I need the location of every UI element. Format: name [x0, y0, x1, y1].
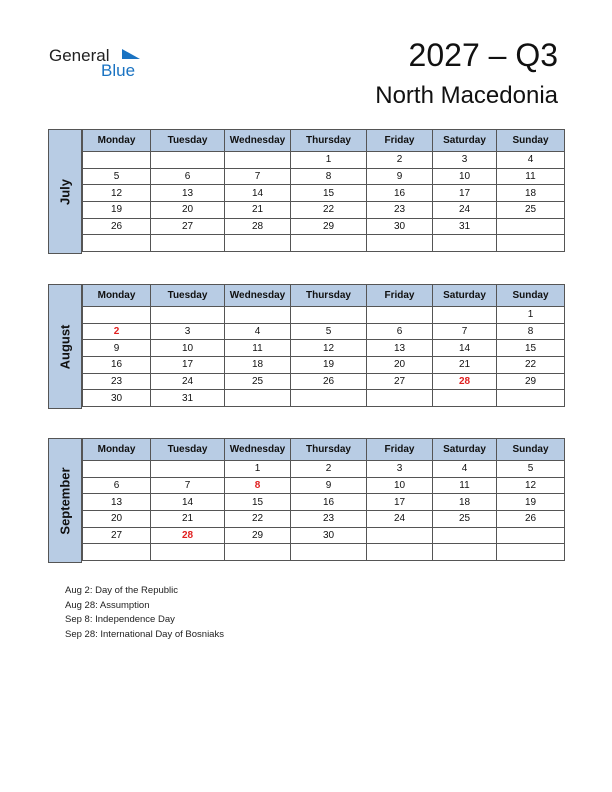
week-row: [83, 494, 565, 511]
day-cell: 19: [291, 357, 367, 374]
day-cell: [83, 461, 151, 478]
day-cell: [433, 544, 497, 561]
day-cell: 5: [497, 461, 565, 478]
day-cell: [83, 544, 151, 561]
day-cell: 28: [433, 373, 497, 390]
day-cell: 2: [83, 323, 151, 340]
day-cell: 4: [497, 152, 565, 169]
day-cell: 1: [291, 152, 367, 169]
day-cell: 16: [367, 185, 433, 202]
logo-word-general: General: [49, 46, 110, 65]
month-table: [82, 129, 565, 252]
day-cell: [497, 390, 565, 407]
day-cell: [291, 235, 367, 252]
day-cell: 20: [151, 202, 225, 219]
day-cell: 27: [83, 527, 151, 544]
weekday-header: Saturday: [433, 285, 497, 307]
day-cell: 31: [151, 390, 225, 407]
month-table: [82, 438, 565, 561]
day-cell: 15: [225, 494, 291, 511]
day-cell: 24: [367, 511, 433, 528]
day-cell: 25: [497, 202, 565, 219]
holiday-note: Aug 28: Assumption: [65, 599, 150, 611]
month-name: August: [57, 324, 73, 369]
holiday-note: Aug 2: Day of the Republic: [65, 585, 179, 596]
weekday-header: Monday: [83, 130, 151, 152]
day-cell: 17: [367, 494, 433, 511]
day-cell: [151, 307, 225, 324]
day-cell: 13: [83, 494, 151, 511]
day-cell: 4: [433, 461, 497, 478]
day-cell: [83, 307, 151, 324]
week-row: [83, 373, 565, 390]
weekday-header: Wednesday: [225, 130, 291, 152]
day-cell: 27: [151, 218, 225, 235]
weekday-header: Friday: [367, 285, 433, 307]
day-cell: 30: [83, 390, 151, 407]
day-cell: [367, 307, 433, 324]
day-cell: 23: [291, 511, 367, 528]
day-cell: 18: [225, 357, 291, 374]
day-cell: [433, 235, 497, 252]
day-cell: 30: [291, 527, 367, 544]
day-cell: [291, 307, 367, 324]
generalblue-logo: [49, 44, 149, 84]
day-cell: [83, 152, 151, 169]
day-cell: [497, 544, 565, 561]
day-cell: 17: [433, 185, 497, 202]
week-row: [83, 168, 565, 185]
day-cell: 10: [433, 168, 497, 185]
week-row: [83, 477, 565, 494]
day-cell: 23: [83, 373, 151, 390]
day-cell: 19: [497, 494, 565, 511]
week-row: [83, 511, 565, 528]
logo-flag-icon: [122, 49, 140, 59]
day-cell: 9: [291, 477, 367, 494]
weekday-header: Tuesday: [151, 285, 225, 307]
day-cell: 17: [151, 357, 225, 374]
month-block: [48, 438, 564, 564]
weekday-header: Tuesday: [151, 130, 225, 152]
day-cell: [151, 152, 225, 169]
day-cell: 25: [225, 373, 291, 390]
day-cell: 8: [225, 477, 291, 494]
day-cell: 20: [83, 511, 151, 528]
day-cell: 13: [151, 185, 225, 202]
day-cell: [367, 235, 433, 252]
holiday-notes: [65, 584, 224, 642]
day-cell: 21: [225, 202, 291, 219]
day-cell: 6: [367, 323, 433, 340]
day-cell: [497, 527, 565, 544]
day-cell: [497, 218, 565, 235]
day-cell: 29: [225, 527, 291, 544]
day-cell: [367, 390, 433, 407]
day-cell: 1: [225, 461, 291, 478]
weekday-header: Sunday: [497, 130, 565, 152]
day-cell: 2: [367, 152, 433, 169]
day-cell: 3: [433, 152, 497, 169]
weekday-header: Sunday: [497, 439, 565, 461]
month-block: [48, 129, 564, 255]
day-cell: 6: [151, 168, 225, 185]
week-row: [83, 235, 565, 252]
weekday-header: Saturday: [433, 439, 497, 461]
week-row: [83, 357, 565, 374]
day-cell: [225, 152, 291, 169]
week-row: [83, 218, 565, 235]
day-cell: 2: [291, 461, 367, 478]
day-cell: 5: [291, 323, 367, 340]
holiday-note: Sep 28: International Day of Bosniaks: [65, 628, 224, 640]
day-cell: [367, 544, 433, 561]
day-cell: [291, 390, 367, 407]
day-cell: 26: [291, 373, 367, 390]
day-cell: [83, 235, 151, 252]
day-cell: [225, 390, 291, 407]
weekday-header: Thursday: [291, 439, 367, 461]
day-cell: 11: [433, 477, 497, 494]
weekday-header: Monday: [83, 439, 151, 461]
day-cell: 24: [151, 373, 225, 390]
day-cell: 29: [497, 373, 565, 390]
day-cell: 9: [367, 168, 433, 185]
day-cell: 28: [151, 527, 225, 544]
day-cell: 28: [225, 218, 291, 235]
day-cell: 3: [367, 461, 433, 478]
country-name: North Macedonia: [375, 82, 558, 109]
holiday-note: Sep 8: Independence Day: [65, 614, 175, 625]
day-cell: 24: [433, 202, 497, 219]
day-cell: 6: [83, 477, 151, 494]
day-cell: 7: [433, 323, 497, 340]
week-row: [83, 527, 565, 544]
weekday-header: Saturday: [433, 130, 497, 152]
week-row: [83, 544, 565, 561]
day-cell: [151, 461, 225, 478]
day-cell: 9: [83, 340, 151, 357]
day-cell: 8: [291, 168, 367, 185]
day-cell: 10: [367, 477, 433, 494]
day-cell: [367, 527, 433, 544]
day-cell: 15: [497, 340, 565, 357]
logo-word-blue: Blue: [101, 61, 136, 80]
day-cell: 25: [433, 511, 497, 528]
day-cell: 13: [367, 340, 433, 357]
weekday-header: Friday: [367, 130, 433, 152]
day-cell: [433, 390, 497, 407]
day-cell: [151, 235, 225, 252]
day-cell: 31: [433, 218, 497, 235]
week-row: [83, 390, 565, 407]
day-cell: 16: [291, 494, 367, 511]
weekday-header: Wednesday: [225, 285, 291, 307]
month-label-bar: [48, 438, 82, 563]
day-cell: 27: [367, 373, 433, 390]
week-row: [83, 152, 565, 169]
day-cell: 3: [151, 323, 225, 340]
day-cell: 20: [367, 357, 433, 374]
day-cell: 22: [291, 202, 367, 219]
day-cell: 12: [497, 477, 565, 494]
day-cell: 4: [225, 323, 291, 340]
month-table: [82, 284, 565, 407]
day-cell: [291, 544, 367, 561]
day-cell: [225, 235, 291, 252]
weekday-header: Thursday: [291, 130, 367, 152]
day-cell: 12: [83, 185, 151, 202]
day-cell: 19: [83, 202, 151, 219]
day-cell: 21: [151, 511, 225, 528]
day-cell: 30: [367, 218, 433, 235]
day-cell: 21: [433, 357, 497, 374]
page-title: 2027 – Q3: [408, 37, 558, 73]
weekday-header: Sunday: [497, 285, 565, 307]
month-name: July: [57, 178, 73, 205]
day-cell: 14: [151, 494, 225, 511]
day-cell: 16: [83, 357, 151, 374]
week-row: [83, 323, 565, 340]
day-cell: 15: [291, 185, 367, 202]
day-cell: 26: [83, 218, 151, 235]
day-cell: [497, 235, 565, 252]
weekday-header: Thursday: [291, 285, 367, 307]
week-row: [83, 340, 565, 357]
day-cell: 29: [291, 218, 367, 235]
month-block: [48, 284, 564, 410]
day-cell: 1: [497, 307, 565, 324]
day-cell: 18: [497, 185, 565, 202]
day-cell: 11: [497, 168, 565, 185]
day-cell: 5: [83, 168, 151, 185]
week-row: [83, 185, 565, 202]
day-cell: 22: [225, 511, 291, 528]
day-cell: 18: [433, 494, 497, 511]
day-cell: 26: [497, 511, 565, 528]
day-cell: 10: [151, 340, 225, 357]
day-cell: [433, 307, 497, 324]
weekday-header: Monday: [83, 285, 151, 307]
day-cell: 14: [225, 185, 291, 202]
day-cell: [225, 307, 291, 324]
day-cell: [151, 544, 225, 561]
day-cell: 7: [225, 168, 291, 185]
month-name: September: [57, 466, 73, 535]
day-cell: [225, 544, 291, 561]
week-row: [83, 461, 565, 478]
month-label-bar: [48, 129, 82, 254]
week-row: [83, 307, 565, 324]
weekday-header: Friday: [367, 439, 433, 461]
day-cell: 22: [497, 357, 565, 374]
day-cell: 12: [291, 340, 367, 357]
week-row: [83, 202, 565, 219]
day-cell: 23: [367, 202, 433, 219]
day-cell: [433, 527, 497, 544]
day-cell: 8: [497, 323, 565, 340]
weekday-header: Wednesday: [225, 439, 291, 461]
day-cell: 14: [433, 340, 497, 357]
month-label-bar: [48, 284, 82, 409]
day-cell: 11: [225, 340, 291, 357]
weekday-header: Tuesday: [151, 439, 225, 461]
day-cell: 7: [151, 477, 225, 494]
